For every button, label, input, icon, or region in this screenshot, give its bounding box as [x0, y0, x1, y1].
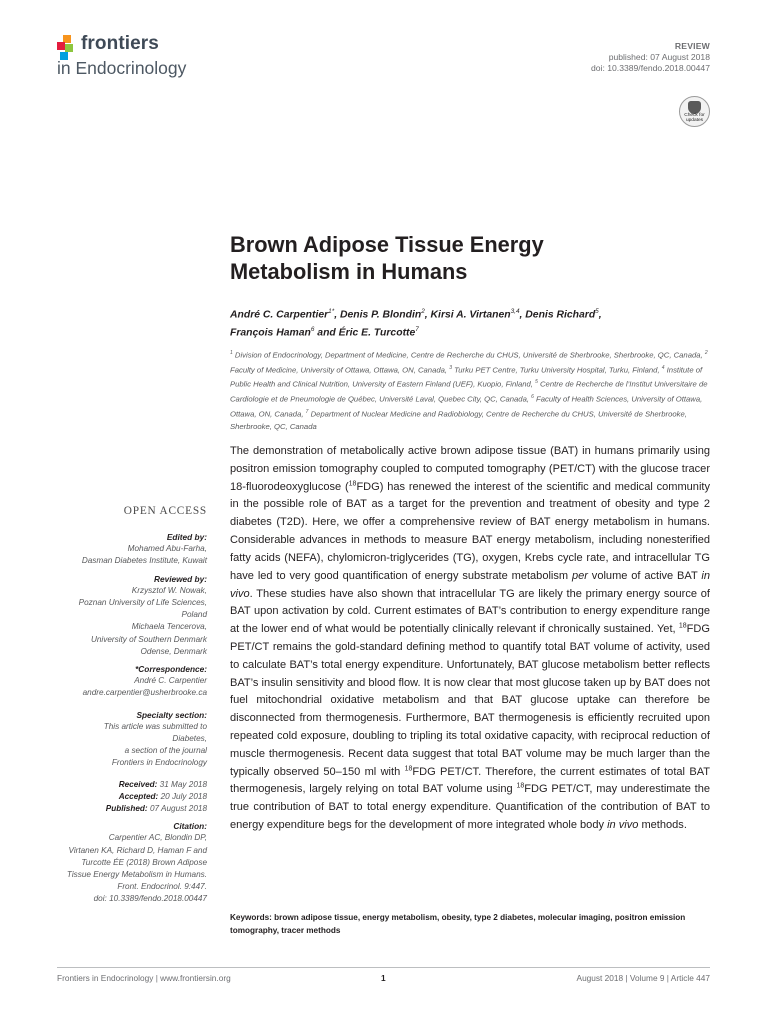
citation-line: Tissue Energy Metabolism in Humans.	[66, 870, 207, 880]
citation-line: Turcotte ÉE (2018) Brown Adipose	[81, 857, 207, 867]
footer-issue-info: August 2018 | Volume 9 | Article 447	[576, 973, 710, 983]
affiliation: Turku PET Centre, Turku University Hospital, Turku, Finland,	[454, 365, 660, 375]
specialty-line: Diabetes,	[172, 734, 207, 744]
footer-journal-link[interactable]: Frontiers in Endocrinology | www.frontiersin.org	[57, 973, 231, 983]
article-doi[interactable]: doi: 10.3389/fendo.2018.00447	[591, 63, 710, 74]
author-name[interactable]: Denis P. Blondin	[339, 309, 422, 321]
author-name[interactable]: Éric E. Turcotte	[338, 327, 416, 339]
affiliation: Centre de Recherche de l’Institut Universitaire de Cardiologie et de Pneumologie de Québec, Université Laval, Quebec City, QC, Canada,	[230, 379, 708, 404]
journal-logo	[57, 33, 257, 81]
keywords-list: brown adipose tissue, energy metabolism, obesity, type 2 diabetes, molecular imaging, positron emission tomography, tracer methods	[230, 913, 686, 935]
correspondence-email[interactable]: andre.carpentier@usherbrooke.ca	[82, 688, 207, 698]
reviewer-name: Michaela Tencerova,	[131, 622, 207, 632]
reviewer-affiliation: Poland	[181, 610, 207, 620]
author-affil-ref: 6	[310, 326, 315, 334]
check-updates-label: Check for updates	[684, 113, 705, 123]
reviewer-affiliation: Odense, Denmark	[140, 646, 207, 656]
author-affil-ref: 3,4	[510, 308, 520, 315]
author-name[interactable]: Kirsi A. Virtanen	[430, 309, 511, 321]
published-date-row: Published: 07 August 2018	[105, 804, 207, 814]
check-for-updates-badge[interactable]	[679, 96, 710, 134]
editor-name: Mohamed Abu-Farha,	[127, 544, 207, 554]
author-affil-ref: 2	[421, 308, 425, 315]
author-name[interactable]: André C. Carpentier	[230, 309, 329, 321]
abstract-text: The demonstration of metabolically active brown adipose tissue (BAT) in humans primarily using positron emission tomography coupled to computed tomography (PET/CT) with the glucose tracer 18-fluorodeoxyglucose ($^{18}$FDG) has renewed the interest of the scientific and medical community in the possible role of BAT as a target for the prevention and treatment of obesity and type 2 diabetes (T2D). Here, we offer a comprehensive review of BAT energy metabolism in humans. Considerable advances in methods to measure BAT energy metabolism, including nonesterified fatty acids (NEFA), chylomicron-triglycerides (TG), oxygen, Krebs cycle rate, and intracellular TG have led to very good quantification of energy substrate metabolism per volume of active BAT in vivo. These studies have also shown that intracellular TG are likely the primary energy source of BAT upon activation by cold. Current estimates of BAT’s contribution to energy expenditure range at the lower end of what would be potentially clinically relevant if chronically sustained. Yet, $^{18}$FDG PET/CT remains the gold-standard defining method to quantify total BAT volume of activity, used to calculate BAT’s total energy expenditure. Unfortunately, BAT glucose metabolism better reflects BAT’s insulin sensitivity and blood flow. It is now clear that most glucose taken up by BAT does not fuel mitochondrial oxidative metabolism and that BAT glucose uptake can therefore be disconnected from thermogenesis. Furthermore, BAT thermogenesis is efficiently recruited upon repeated cold exposure, doubling to tripling its total oxidative capacity, with reciprocal reduction of muscle thermogenesis. Recent data suggest that total BAT volume may be much larger than the typically observed 50–150 ml with $^{18}$FDG PET/CT. Therefore, the current estimates of total BAT thermogenesis, largely relying on total BAT volume using $^{18}$FDG PET/CT, may underestimate the true contribution of BAT to total energy expenditure. Quantification of the contribution of BAT to energy expenditure begs for the development of more integrated whole body in vivo methods.	[230, 445, 710, 832]
citation-line: Front. Endocrinol. 9:447.	[117, 882, 207, 892]
affiliation: Division of Endocrinology, Department of Medicine, Centre de Recherche du CHUS, Université de Sherbrooke, Sherbrooke, QC, Canada,	[234, 350, 703, 360]
title-line-2: Metabolism in Humans	[230, 259, 468, 284]
brand-name: frontiers	[81, 33, 159, 54]
author-list: André C. Carpentier$^{1*}$, Denis P. Blondin$^2$, Kirsi A. Virtanen$^{3,4}$, Denis Richard$^5$, François Haman$^6$ and Éric E. Turcotte$^7$	[230, 308, 602, 339]
title-line-1: Brown Adipose Tissue Energy	[230, 232, 544, 257]
author-affil-ref: 7	[415, 326, 419, 334]
citation-doi[interactable]: doi: 10.3389/fendo.2018.00447	[93, 894, 207, 904]
affiliation: Faculty of Health Sciences, University of Ottawa, Ottawa, ON, Canada,	[230, 394, 703, 419]
keywords	[230, 911, 714, 937]
affiliation: Faculty of Medicine, University of Ottawa, Ottawa, ON, Canada,	[230, 365, 448, 375]
journal-name: in Endocrinology	[57, 58, 187, 78]
citation-line: Virtanen KA, Richard D, Haman F and	[68, 845, 207, 855]
editor-affiliation: Dasman Diabetes Institute, Kuwait	[81, 556, 207, 566]
citation-heading: Citation:	[173, 821, 207, 832]
article-title	[230, 231, 650, 285]
author-affil-ref: 5	[595, 308, 599, 315]
article-meta	[591, 41, 710, 75]
edited-by-heading: Edited by:	[166, 532, 207, 542]
footer-divider	[57, 967, 710, 968]
accepted-date-row: Accepted: 20 July 2018	[118, 791, 207, 801]
affiliations: $^1$ Division of Endocrinology, Department of Medicine, Centre de Recherche du CHUS, Université de Sherbrooke, Sherbrooke, QC, Canada, $^2$ Faculty of Medicine, University of Ottawa, Ottawa, ON, Canada, $^3$ Turku PET Centre, Turku University Hospital, Turku, Finland, $^4$ Institute of Public Health and Clinical Nutrition, University of Eastern Finland (UEF), Kuopio, Finland, $^5$ Centre de Recherche de l’Institut Universitaire de Cardiologie et de Pneumologie de Québec, Université Laval, Quebec City, QC, Canada, $^6$ Faculty of Health Sciences, University of Ottawa, Ottawa, ON, Canada, $^7$ Department of Nuclear Medicine and Radiobiology, Centre de Recherche du CHUS, Université de Sherbrooke, Sherbrooke, QC, Canada	[230, 350, 708, 432]
author-affil-ref: 1*	[328, 308, 335, 315]
keywords-label: Keywords:	[230, 913, 272, 922]
specialty-line: a section of the journal	[124, 746, 207, 756]
affiliation: Institute of Public Health and Clinical Nutrition, University of Eastern Finland (UEF), Kuopio, Finland,	[230, 365, 703, 389]
correspondence-name: André C. Carpentier	[134, 676, 207, 686]
reviewer-affiliation: University of Southern Denmark	[90, 634, 207, 644]
specialty-heading: Specialty section:	[136, 709, 207, 720]
received-date-row: Received: 31 May 2018	[118, 779, 207, 789]
reviewer-name: Krzysztof W. Nowak,	[131, 585, 207, 595]
article-type: REVIEW	[674, 41, 710, 51]
citation-line: Carpentier AC, Blondin DP,	[108, 833, 207, 843]
correspondence-heading: *Correspondence:	[135, 664, 207, 675]
specialty-line: Frontiers in Endocrinology	[111, 758, 207, 768]
affiliation: Department of Nuclear Medicine and Radiobiology, Centre de Recherche du CHUS, Université de Sherbrooke, Sherbrooke, QC, Canada	[230, 409, 687, 432]
page-number: 1	[381, 973, 386, 983]
author-name[interactable]: Denis Richard	[525, 309, 596, 321]
open-access-label: OPEN ACCESS	[123, 505, 207, 517]
reviewer-affiliation: Poznan University of Life Sciences,	[78, 598, 207, 608]
specialty-line: This article was submitted to	[103, 721, 207, 731]
reviewed-by-heading: Reviewed by:	[153, 573, 207, 584]
author-name[interactable]: François Haman	[230, 327, 311, 339]
published-date: published: 07 August 2018	[608, 52, 710, 63]
sidebar-editorial	[40, 531, 207, 906]
